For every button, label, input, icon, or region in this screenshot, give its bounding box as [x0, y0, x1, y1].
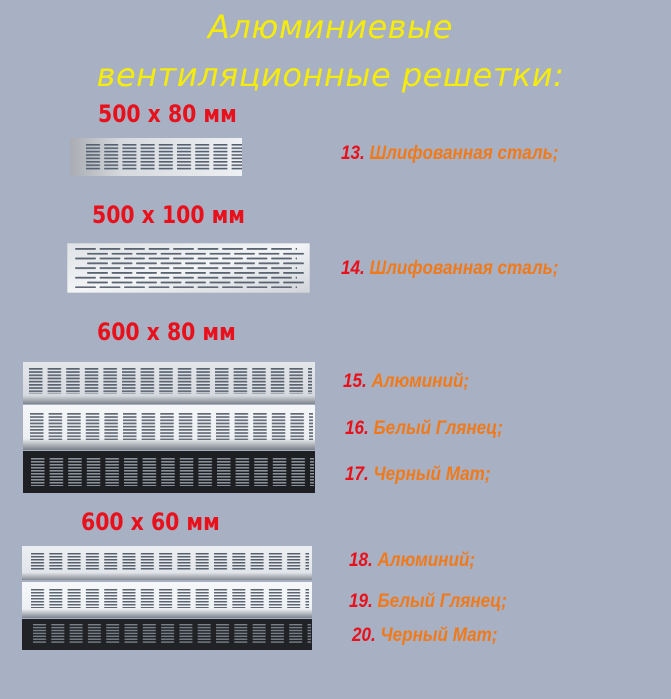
item-label: Белый Глянец;	[373, 418, 503, 439]
item-label: Алюминий;	[371, 371, 470, 392]
item-number: 17.	[345, 464, 369, 485]
item-label: Черный Мат;	[380, 625, 498, 646]
item-label: Белый Глянец;	[377, 591, 507, 612]
item-14	[341, 258, 558, 280]
item-19	[349, 591, 507, 613]
item-number: 16.	[345, 418, 369, 439]
grille-image-white-gloss	[22, 582, 312, 618]
grille-image-brushed-steel	[70, 138, 242, 176]
item-number: 20.	[352, 625, 376, 646]
grille-image-black-matte	[22, 619, 312, 650]
grille-image-white-gloss	[23, 405, 315, 450]
item-label: Шлифованная сталь;	[369, 143, 559, 164]
item-label: Черный Мат;	[373, 464, 491, 485]
item-16	[345, 418, 503, 440]
grille-image-brushed-steel	[67, 243, 310, 293]
grille-image-aluminium	[23, 362, 315, 404]
item-number: 14.	[341, 258, 365, 279]
item-13	[341, 143, 558, 165]
item-label: Алюминий;	[377, 550, 476, 571]
item-20	[352, 625, 498, 647]
size-label: 500 x 80 мм	[98, 100, 237, 128]
size-label: 600 x 80 мм	[97, 318, 236, 346]
item-18	[349, 550, 475, 572]
grille-image-aluminium	[22, 546, 312, 580]
item-number: 19.	[349, 591, 373, 612]
item-label: Шлифованная сталь;	[369, 258, 559, 279]
title-line-1: Алюминиевые	[208, 8, 453, 46]
grille-image-black-matte	[23, 451, 315, 493]
item-15	[343, 371, 469, 393]
size-label: 600 x 60 мм	[81, 508, 220, 536]
item-number: 15.	[343, 371, 367, 392]
item-number: 18.	[349, 550, 373, 571]
size-label: 500 x 100 мм	[92, 201, 245, 229]
title-line-2: вентиляционные решетки:	[96, 56, 565, 94]
item-17	[345, 464, 491, 486]
item-number: 13.	[341, 143, 365, 164]
